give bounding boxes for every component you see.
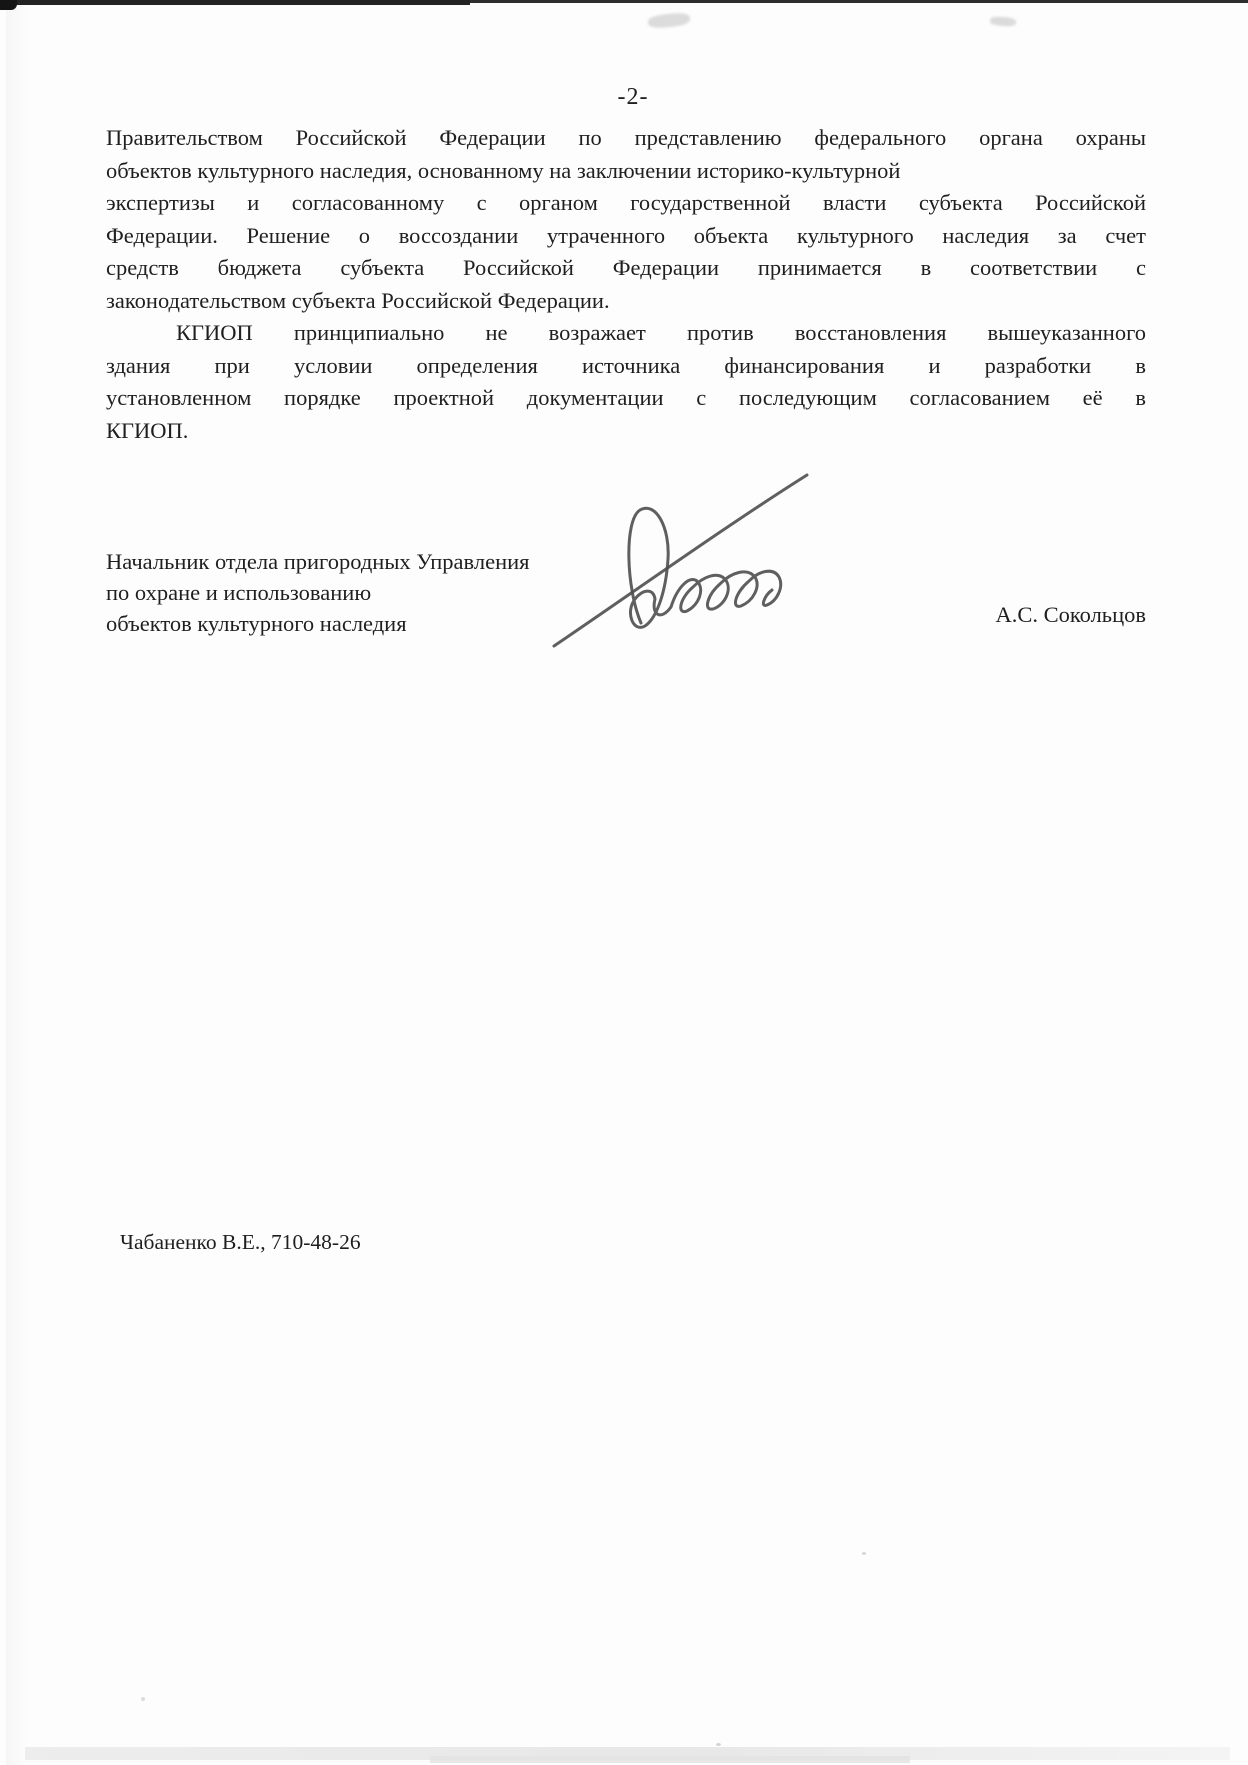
signer-name: А.С. Сокольцов <box>995 602 1146 627</box>
signoff-title-line: по охране и использованию <box>106 580 372 605</box>
body-line: здания при условии определения источника финансирования и разработки в <box>106 352 1146 378</box>
body-line: Федерации. Решение о воссоздании утраченного объекта культурного наследия за счет <box>106 222 1146 248</box>
scan-top-edge-thick <box>0 0 470 5</box>
body-line: объектов культурного наследия, основанному на заключении историко-культурной <box>106 157 901 183</box>
scan-speck <box>716 1743 721 1746</box>
body-line: средств бюджета субъекта Российской Федерации принимается в соответствии с <box>106 255 1146 280</box>
scan-smudge <box>647 12 690 29</box>
signoff-title-line: Начальник отдела пригородных Управления <box>106 549 530 574</box>
signoff-title <box>106 546 666 639</box>
body-line: КГИОП. <box>106 417 189 443</box>
body-line: Правительством Российской Федерации по представлению федерального органа охраны <box>106 125 1146 150</box>
body-line: экспертизы и согласованному с органом государственной власти субъекта Российской <box>106 190 1146 215</box>
body-line: законодательством субъекта Российской Федерации. <box>106 287 610 313</box>
letter-body <box>106 122 1146 447</box>
scan-bottom-shadow-dark <box>430 1756 910 1763</box>
signoff-title-line: объектов культурного наследия <box>106 611 407 636</box>
scan-left-band <box>6 0 28 1765</box>
scan-smudge <box>990 16 1017 27</box>
scan-speck <box>141 1697 145 1701</box>
page-number: -2- <box>617 84 649 110</box>
body-line: установленном порядке проектной документации с последующим согласованием её в <box>106 385 1146 410</box>
executor-contact: Чабаненко В.Е., 710-48-26 <box>120 1230 361 1254</box>
body-line: КГИОП принципиально не возражает против восстановления вышеуказанного <box>176 320 1146 345</box>
scan-corner-mark <box>0 0 17 10</box>
scan-speck <box>862 1552 866 1555</box>
